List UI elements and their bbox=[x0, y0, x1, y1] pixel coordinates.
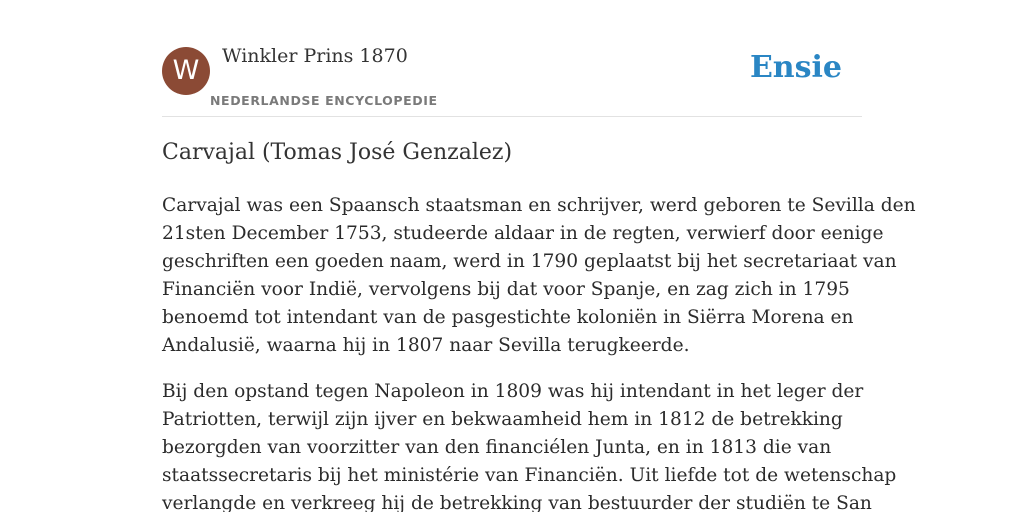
paragraph-line: verlangde en verkreeg hij de betrekking van bestuurder der studiën te San bbox=[162, 493, 872, 512]
paragraph-line: Patriotten, terwijl zijn ijver en bekwaamheid hem in 1812 de betrekking bbox=[162, 409, 843, 430]
paragraph-line: staatssecretaris bij het ministérie van Financiën. Uit liefde tot de wetenschap bbox=[162, 465, 897, 486]
article-paragraph bbox=[162, 378, 897, 512]
paragraph-line: 21sten December 1753, studeerde aldaar in de regten, verwierf door eenige bbox=[162, 223, 884, 244]
paragraph-line: bezorgden van voorzitter van den financiélen Junta, en in 1813 die van bbox=[162, 437, 832, 458]
site-header bbox=[162, 0, 862, 117]
paragraph-line: geschriften een goeden naam, werd in 1790 geplaatst bij het secretariaat van bbox=[162, 251, 897, 272]
article-body bbox=[162, 192, 916, 512]
source-subtitle: NEDERLANDSE ENCYCLOPEDIE bbox=[210, 93, 438, 108]
paragraph-line: benoemd tot intendant van de pasgestichte koloniën in Siërra Morena en bbox=[162, 307, 854, 328]
paragraph-line: Bij den opstand tegen Napoleon in 1809 was hij intendant in het leger der bbox=[162, 381, 864, 402]
paragraph-line: Andalusië, waarna hij in 1807 naar Sevilla terugkeerde. bbox=[162, 335, 690, 356]
article-title: Carvajal (Tomas José Genzalez) bbox=[162, 140, 513, 165]
article-paragraph bbox=[162, 192, 916, 360]
paragraph-line: Financiën voor Indië, vervolgens bij dat voor Spanje, en zag zich in 1795 bbox=[162, 279, 850, 300]
brand-logo[interactable]: Ensie bbox=[749, 50, 842, 85]
source-title[interactable]: Winkler Prins 1870 bbox=[222, 45, 408, 67]
paragraph-line: Carvajal was een Spaansch staatsman en schrijver, werd geboren te Sevilla den bbox=[162, 195, 916, 216]
source-avatar[interactable]: W bbox=[162, 47, 210, 95]
